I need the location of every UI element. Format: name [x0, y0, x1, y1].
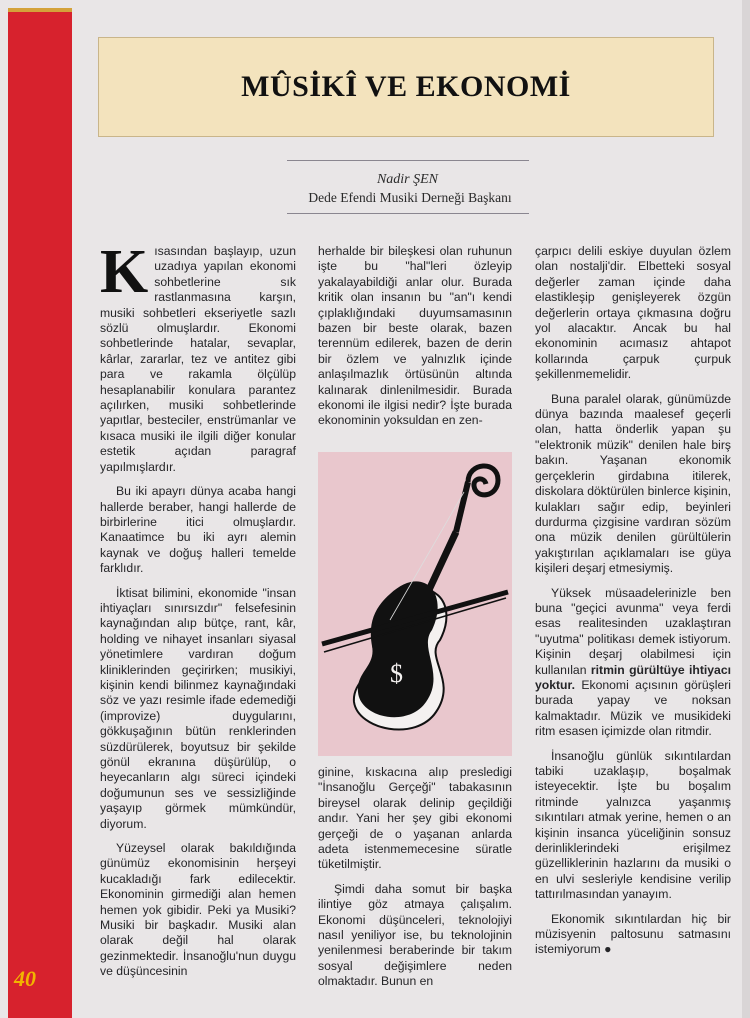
column-2-bottom — [318, 765, 512, 999]
paragraph-7: Şimdi daha somut bir başka ilintiye göz atmaya çalışalım. Ekonomi düşünceleri, teknolojiyi nasıl yeniliyor ise, bu teknolojinin yenilenmesi beraberinde bir takım sosyal değişimlere neden olmaktadır. Bunun en — [318, 881, 512, 989]
violin-body — [358, 581, 438, 717]
page-edge — [742, 0, 750, 1018]
paragraph-5: herhalde bir bileşkesi olan ruhunun işte bu "hal"leri özleyip yakalayabildiği anlar olur. Burada kritik olan insanın bu "an"ı kendi çıplaklığındaki duyumsamasının bazen bir beste olarak, bazen terennüm edilerek, bazen de derin bir özlem ve yalnızlık içinde anlaşılmazlık örtüsünün altında kalınarak dinlenilmesidir. Burada ekonomi ile ilgisi nedir? İşte burada ekonominin yoksuldan en zen- — [318, 244, 512, 428]
article-title: MÛSİKÎ VE EKONOMİ — [241, 70, 571, 103]
paragraph-8: çarpıcı delili eskiye duyulan özlem olan nostalji'dir. Elbetteki sosyal değerler zaman içinde daha elastikleşip genişleyerek özgün değerlerin ortaya çıkmasına doğru yol alacaktır. Ancak bu hal ekonominin acımasız ahtapot kollarında çarpuk çurpuk şekillenmemelidir. — [535, 244, 731, 382]
violin-scroll — [468, 466, 498, 495]
violin-illustration — [318, 452, 512, 756]
paragraph-1 — [100, 238, 296, 475]
paragraph-text: ısasından başlayıp, uzun uzadıya yapılan ekonomi sohbetlerine sık rastlanmasına karşın, musiki sohbetleri ekseriyetle sazlı sözlü olmuşlardır. Ekonomi sohbetlerinde hatalar, sevaplar, kârlar, zararlar, tez ve antitez gibi para ve rakamla ölçülüp hesaplanabilir konulara parantez açılırken, musiki sohbetlerinde yapıtlar, besteciler, enstrümanlar ve kısaca musiki ile ilgili diğer konular estetik açıdan paragraf yapılmışlardır. — [100, 244, 296, 474]
column-1 — [100, 238, 296, 989]
column-2-top — [318, 244, 512, 438]
top-rule — [287, 160, 529, 161]
paragraph-12: Ekonomik sıkıntılardan hiç bir müzisyenin paltosunu satmasını istemiyorum ● — [535, 911, 731, 957]
paragraph-6: ginine, kıskacına alıp presledigi "İnsanoğlu Gerçeği" tabakasının bireysel olarak delinip geçildiği andır. Yani her şey gibi ekonomi gerçeği de o yaşanan anlarda adeta istenmemecesine süratle tüketilmiştir. — [318, 765, 512, 872]
paragraph-9: Buna paralel olarak, günümüzde dünya bazında maalesef geçerli olan, hatta önderlik yapan şu "elektronik müzik" denilen hale birş bakın. Yaşanan ekonomik gerçeklerin girdabına itilerek, diskolara döktürülen binlerce kişinin, kulakları sağır edip, beyinleri durdurma çizgisine vardıran sözüm ona müzik denilen gürültülerin yakıştırılan açıklamaları ise güya kişileri deşarj etmesiymiş. — [535, 391, 731, 576]
paragraph-text: Yüksek müsaadelerinizle ben buna "geçici avunma" veya ferdi esas realitesinden uzaklaştıran "uyutma" politikası demek istiyorum. Kişinin deşarj olabilmesi için kullanılan — [535, 585, 731, 677]
violin-dollar-icon — [318, 452, 512, 756]
paragraph-4: Yüzeysel olarak bakıldığında günümüz ekonomisinin herşeyi kucakladığı fark edilecektir. Ekonominin girmediği alan hemen hemen yok gibidir. Peki ya Musiki? Musiki bir başkadır. Musiki alan olarak değil hal olarak gezinmektedir. İnsanoğlu'nun duygu ve düşüncesinin — [100, 841, 296, 979]
title-box — [98, 37, 714, 137]
paragraph-text: Ekonomi açısının görüşleri burada yapay ve noksan kalmaktadır. Müzik ve musikideki ritm esasen içimizde olan ritmdir. — [535, 677, 731, 739]
red-side-bar — [8, 8, 72, 1018]
paragraph-10 — [535, 586, 731, 740]
bottom-rule — [287, 213, 529, 214]
column-3 — [535, 244, 731, 967]
author-affiliation: Dede Efendi Musiki Derneği Başkanı — [308, 190, 512, 205]
author-name: Nadir ŞEN — [376, 172, 439, 187]
paragraph-3: İktisat bilimini, ekonomide "insan ihtiyaçları sınırsızdır" felsefesinin kaynağından alıp bütçe, rant, kâr, holding ve nihayet insanları siyasal yönetimlere vardıran doğum kliniklerinden geçirirken; musikiyi, kişinin kendi bilinmez kaynağındaki söz ve yazı resimle ifade edemediği (improvize) duygularını, gökkuşağının bütün renklerinden süzdürülerek, boyutsuz bir şekilde gönül ekranına düşürülüp, o heyecanların algı süreci içindeki doğumunun ses ve sessizliğinde yaşayıp görmek mümkündür, diyorum. — [100, 585, 296, 831]
violin-neck-top — [456, 482, 468, 532]
paragraph-2: Bu iki apayrı dünya acaba hangi hallerde beraber, hangi hallerde de birbirlerine itici olmuşlardır. Kanaatimce bu iki ayrı alemin kaynak ve doğuş halleri temelde farklıdır. — [100, 484, 296, 576]
drop-cap: K — [100, 238, 149, 306]
paragraph-11: İnsanoğlu günlük sıkıntılardan tabiki uzaklaşıp, boşalmak isteyecektir. İşte bu boşalım ritminde yalnızca yaşanmış sıkıntıları atmak yerine, hemen o an kişinin insanca yüceliğinin sonsuz derinliklerindeki erişilmez güzelliklerinin hazlarını da musiki o en ulvi sesleriyle kendisine verilip tattırılmasından yanayım. — [535, 748, 731, 902]
dollar-symbol: $ — [390, 659, 403, 688]
bold-emphasis: ritmin gürültüye ihtiyacı yoktur. — [535, 662, 731, 692]
gold-corner-strip — [8, 8, 72, 12]
page-number: 40 — [14, 966, 36, 991]
